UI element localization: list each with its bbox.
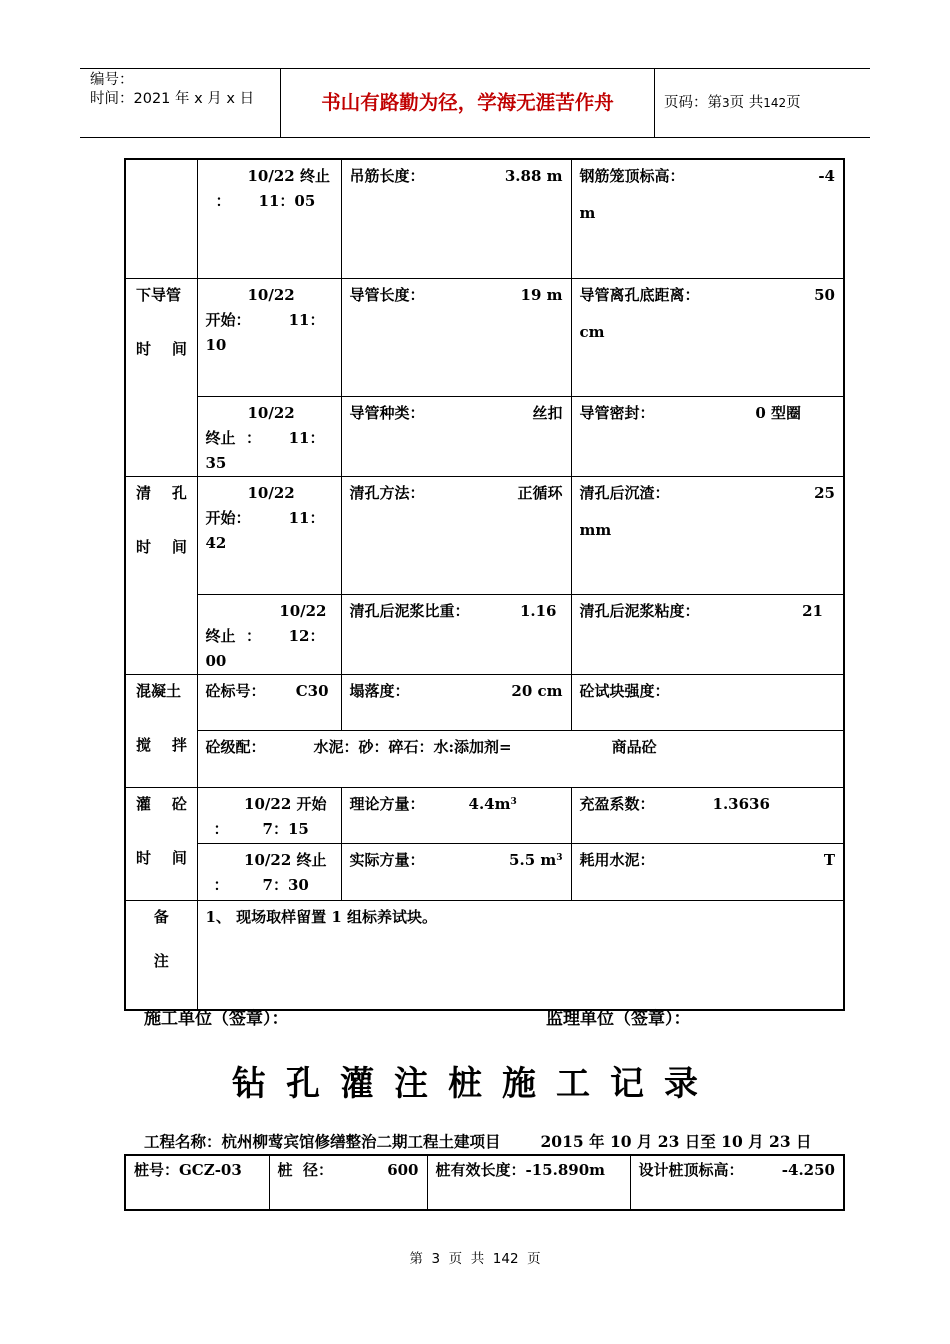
- header-motto: 书山有路勤为径，学海无涯苦作舟: [281, 69, 655, 137]
- cage-top-value: -4: [818, 167, 835, 185]
- pile-diameter-cell: 桩 径： 600: [269, 1155, 427, 1210]
- project-dates: 2015 年 10 月 23 日至 10 月 23 日: [540, 1132, 812, 1151]
- clean-start-time-cell: 10/22 开始： 11： 42: [197, 476, 341, 594]
- tremie-length-cell: 导管长度： 19 m: [341, 278, 571, 396]
- actual-volume-cell: 实际方量： 5.5 $m^3$: [341, 843, 571, 900]
- tremie-start-time-cell: 10/22 开始： 11： 10: [197, 278, 341, 396]
- document-title: 钻孔灌注桩施工记录: [232, 1064, 718, 1104]
- table-row: [125, 730, 844, 787]
- pile-length-cell: 桩有效长度：-15.890m: [427, 1155, 630, 1210]
- table-row: [125, 594, 844, 674]
- concrete-grade-cell: 砼标号： C30: [197, 674, 341, 730]
- slump-cell: 塌落度： 20 cm: [341, 674, 571, 730]
- table-row: [125, 787, 844, 843]
- project-line: [144, 1130, 812, 1152]
- rebar-end-time-cell: 10/22 终止 ： 11：05: [197, 159, 341, 278]
- concrete-section-label: 混凝土 搅 拌: [125, 674, 197, 787]
- tremie-section-label: 下导管 时 间: [125, 278, 197, 476]
- clean-method-cell: 清孔方法： 正循环: [341, 476, 571, 594]
- page-footer: 第 3 页 共 142 页: [409, 1251, 541, 1267]
- table-row: [125, 396, 844, 476]
- header-page-info: 页码：第3页 共142页: [664, 95, 801, 111]
- pile-info-table: [124, 1154, 845, 1211]
- table-row: [125, 674, 844, 730]
- table-row: [125, 159, 844, 278]
- tremie-type-cell: 导管种类： 丝扣: [341, 396, 571, 476]
- remark-text: 1、 现场取样留置 1 组标养试块。: [197, 900, 844, 1010]
- page-total: 142: [763, 96, 787, 110]
- pour-end-time-cell: 10/22 终止 ： 7：30: [197, 843, 341, 900]
- concrete-mix-cell: 砼级配： 水泥：砂：碎石：水:添加剂= 商品砼: [197, 730, 844, 787]
- table-row: [125, 278, 844, 396]
- pour-start-time-cell: 10/22 开始 ： 7：15: [197, 787, 341, 843]
- table-row: [125, 1155, 844, 1210]
- test-block-strength-cell: 砼试块强度：: [571, 674, 844, 730]
- fill-coefficient-cell: 充盈系数： 1.3636: [571, 787, 844, 843]
- tremie-end-time-cell: 10/22 终止 ： 11： 35: [197, 396, 341, 476]
- pile-top-elevation-cell: 设计桩顶标高： -4.250: [630, 1155, 844, 1210]
- pour-section-label: 灌 砼 时 间: [125, 787, 197, 900]
- mud-density-cell: 清孔后泥浆比重： 1.16: [341, 594, 571, 674]
- empty-label-cell: [125, 159, 197, 278]
- cement-used-cell: 耗用水泥： T: [571, 843, 844, 900]
- clean-sediment-cell: 清孔后沉渣： 25 mm: [571, 476, 844, 594]
- pile-id-cell: 桩号：GCZ-03: [125, 1155, 269, 1210]
- mud-viscosity-cell: 清孔后泥浆粘度： 21: [571, 594, 844, 674]
- tremie-bottom-distance-cell: 导管离孔底距离： 50 cm: [571, 278, 844, 396]
- table-row: [125, 900, 844, 1010]
- theory-volume-cell: 理论方量： $4.4m^3$: [341, 787, 571, 843]
- supervisor-signature: 监理单位（签章）：: [546, 1009, 691, 1029]
- page-number: 3: [722, 96, 730, 110]
- header-meta: [80, 69, 281, 137]
- clean-section-label: 清 孔 时 间: [125, 476, 197, 674]
- cage-top-elevation-cell: 钢筋笼顶标高： -4 m: [571, 159, 844, 278]
- table-row: [125, 476, 844, 594]
- table-row: [125, 843, 844, 900]
- hang-length-value: 3.88 m: [504, 167, 563, 185]
- clean-end-time-cell: 10/22 终止 ： 12： 00: [197, 594, 341, 674]
- remark-label: 备 注: [125, 900, 197, 1010]
- construction-record-table: [124, 158, 845, 1011]
- hang-length-cell: 吊筋长度： 3.88 m: [341, 159, 571, 278]
- time-label: 时间：2021 年 x 月 x 日: [90, 91, 255, 107]
- contractor-signature: 施工单位（签章）：: [144, 1009, 289, 1029]
- tremie-seal-cell: 导管密封： 0 型圈: [571, 396, 844, 476]
- page-header: [80, 68, 870, 138]
- project-name: 工程名称：杭州柳莺宾馆修缮整治二期工程土建项目: [144, 1132, 501, 1151]
- number-label: 编号：: [90, 72, 134, 88]
